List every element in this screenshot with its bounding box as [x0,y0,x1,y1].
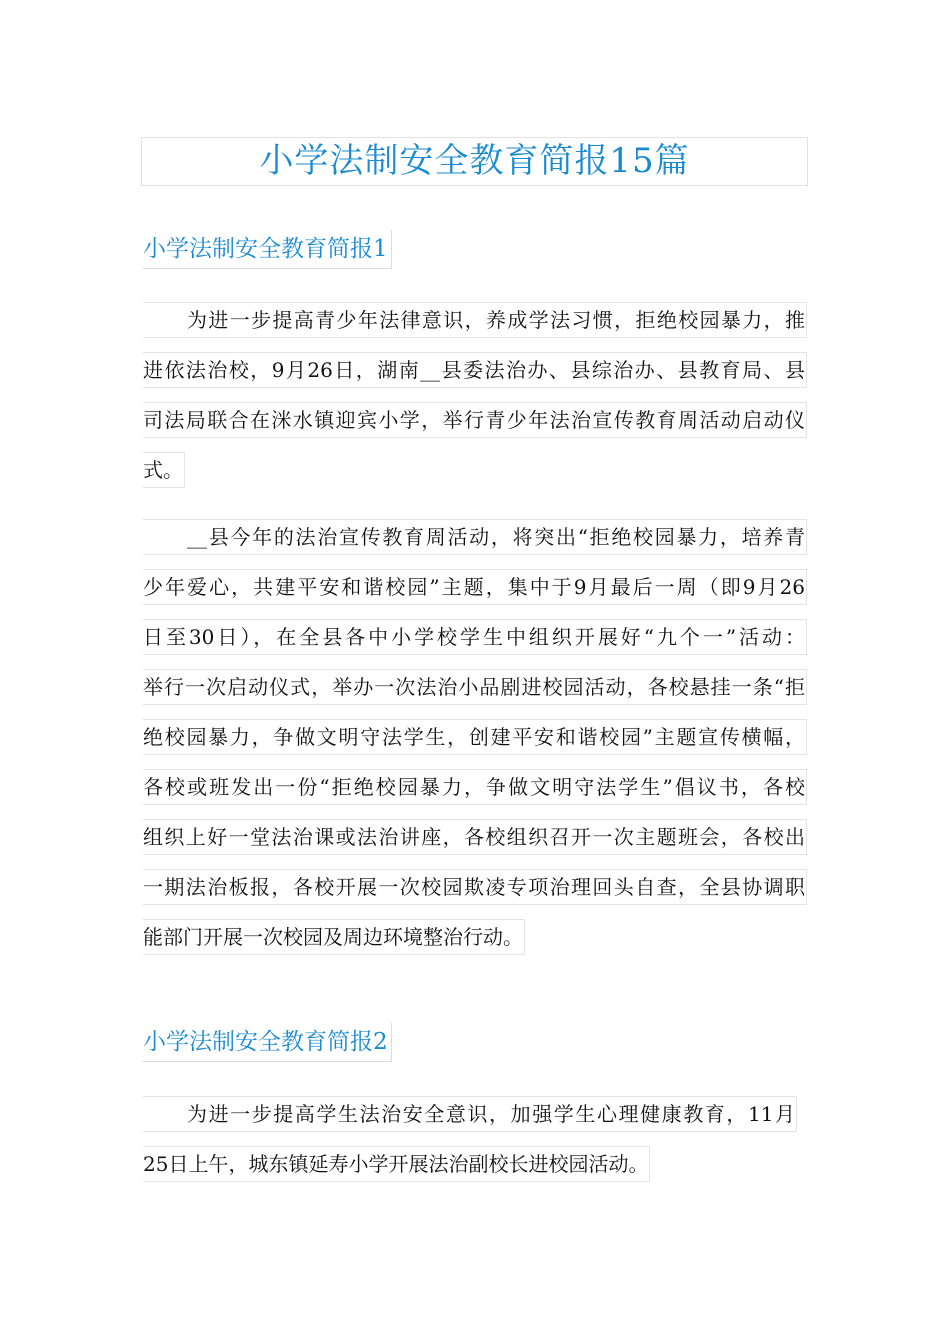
paragraph-line: 能部门开展一次校园及周边环境整治行动。 [143,919,807,969]
document-title: 小学法制安全教育简报15篇 [141,137,808,186]
paragraph-line: 举行一次启动仪式，举办一次法治小品剧进校园活动，各校悬挂一条“拒 [143,669,807,719]
paragraph-line: 少年爱心，共建平安和谐校园”主题，集中于9月最后一周（即9月26 [143,569,807,619]
section-heading-text: 小学法制安全教育简报1 [143,230,392,269]
paragraph-1-1 [143,302,807,502]
paragraph-line: 式。 [143,452,807,502]
paragraph-line: 组织上好一堂法治课或法治讲座，各校组织召开一次主题班会，各校出 [143,819,807,869]
paragraph-line: 为进一步提高青少年法律意识，养成学法习惯，拒绝校园暴力，推 [143,302,807,352]
section-heading-2 [143,1023,392,1063]
paragraph-line: 日至30日），在全县各中小学校学生中组织开展好“九个一”活动： [143,619,807,669]
section-heading-1 [143,230,392,270]
paragraph-line: 绝校园暴力，争做文明守法学生，创建平安和谐校园”主题宣传横幅， [143,719,807,769]
paragraph-line: 进依法治校，9月26日，湖南__县委法治办、县综治办、县教育局、县 [143,352,807,402]
paragraph-line: 一期法治板报，各校开展一次校园欺凌专项治理回头自查，全县协调职 [143,869,807,919]
paragraph-line: __县今年的法治宣传教育周活动，将突出“拒绝校园暴力，培养青 [143,519,807,569]
section-heading-text: 小学法制安全教育简报2 [143,1023,392,1062]
paragraph-line: 司法局联合在洣水镇迎宾小学，举行青少年法治宣传教育周活动启动仪 [143,402,807,452]
paragraph-line: 25日上午，城东镇延寿小学开展法治副校长进校园活动。 [143,1146,797,1196]
paragraph-line: 各校或班发出一份“拒绝校园暴力，争做文明守法学生”倡议书，各校 [143,769,807,819]
paragraph-1-2 [143,519,807,969]
paragraph-2-1 [143,1096,797,1196]
paragraph-line: 为进一步提高学生法治安全意识，加强学生心理健康教育，11月 [143,1096,797,1146]
